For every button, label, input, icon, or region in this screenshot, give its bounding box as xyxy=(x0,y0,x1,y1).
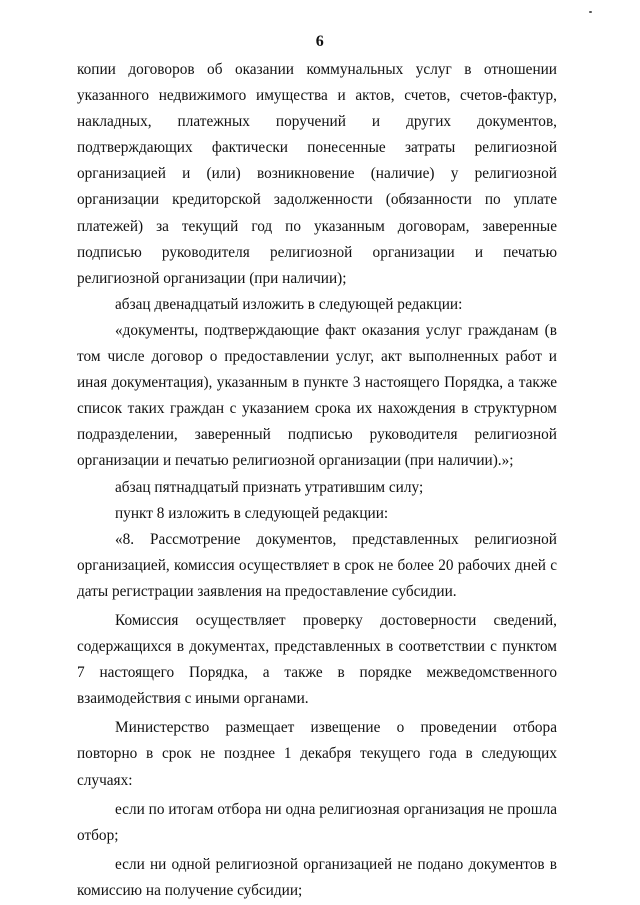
paragraph-item-8-review: «8. Рассмотрение документов, представленных религиозной организацией, комиссия осуществляет в срок не более 20 рабочих дней с даты регистрации заявления на предоставление субсидии. xyxy=(77,530,557,600)
scan-speck xyxy=(589,11,592,13)
paragraph-amend-item-8: пункт 8 изложить в следующей редакции: xyxy=(115,504,389,522)
paragraph-utility-contracts: копии договоров об оказании коммунальных услуг в отношении указанного недвижимого имущества и актов, счетов, счетов-фактур, накладных, платежных поручений и других документов, подтверждающих фактически понесенные затраты религиозной организацией и (или) возникновение (наличие) у религиозной организации кредиторской задолженности (обязанности по уплате платежей) за текущий год по указанным договорам, заверенные подписью руководителя религиозной организации и печатью религиозной организации (при наличии); xyxy=(77,61,557,287)
paragraph-fifteenth-void: абзац пятнадцатый признать утратившим силу; xyxy=(115,478,424,496)
page-number: 6 xyxy=(315,33,325,50)
paragraph-amend-twelfth: абзац двенадцатый изложить в следующей редакции: xyxy=(115,295,463,313)
paragraph-services-documents: «документы, подтверждающие факт оказания услуг гражданам (в том числе договор о предоставлении услуг, акт выполненных работ и иная документация), указанным в пункте 3 настоящего Порядка, а также список таких граждан с указанием срока их нахождения в структурном подразделении, заверенный подписью руководителя религиозной организации и печатью религиозной организации (при наличии).»; xyxy=(77,321,557,470)
paragraph-case-none-passed: если по итогам отбора ни одна религиозная организация не прошла отбор; xyxy=(77,800,557,844)
paragraph-commission-check: Комиссия осуществляет проверку достоверности сведений, содержащихся в документах, представленных в соответствии с пунктом 7 настоящего Порядка, а также в порядке межведомственного взаимодействия с иными органами. xyxy=(77,611,557,708)
paragraph-case-no-documents: если ни одной религиозной организацией не подано документов в комиссию на получение субсидии; xyxy=(77,855,557,899)
paragraph-ministry-notice: Министерство размещает извещение о проведении отбора повторно в срок не позднее 1 декабря текущего года в следующих случаях: xyxy=(77,719,557,789)
document-body xyxy=(77,57,557,904)
